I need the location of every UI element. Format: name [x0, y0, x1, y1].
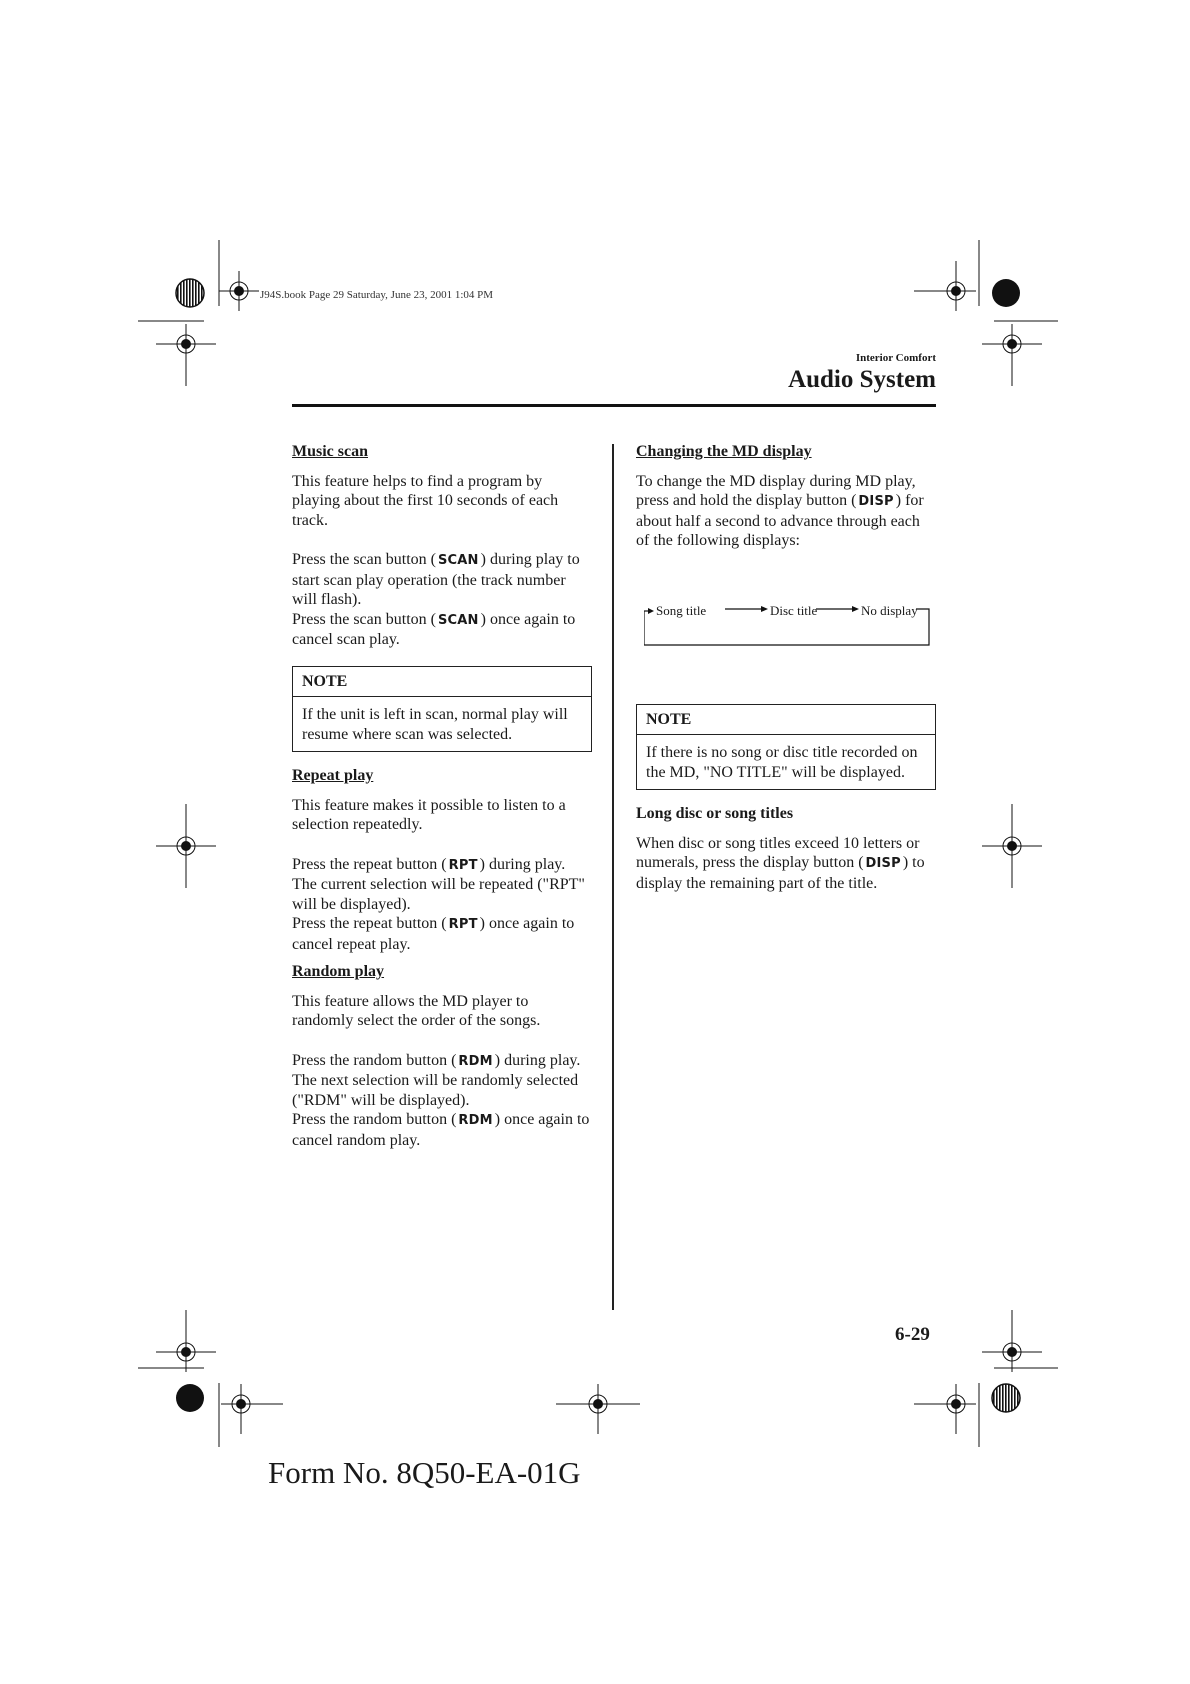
note-text: If there is no song or disc title recorded on the MD, "NO TITLE" will be displayed.: [646, 744, 918, 781]
registration-dot-bottom-right: [992, 1384, 1020, 1412]
random-play-heading: Random play: [292, 963, 385, 980]
section-label: Interior Comfort: [855, 352, 936, 364]
random-play-intro: This feature allows the MD player to randomly select the order of the songs.: [292, 992, 541, 1029]
md-display-heading: Changing the MD display: [636, 443, 812, 460]
repeat-play-cancel-instructions: Press the repeat button ( RPT ) once again to cancel repeat play.: [292, 915, 575, 953]
md-display-note: [636, 704, 936, 791]
repeat-play-heading: Repeat play: [292, 767, 374, 784]
note-title: NOTE: [637, 705, 935, 736]
registration-dot-bottom-left: [176, 1384, 204, 1412]
flow-item-no-display: No display: [861, 602, 918, 618]
music-scan-start-instructions: Press the scan button ( SCAN ) during play to start scan play operation (the track number will flash).: [292, 551, 580, 608]
flow-item-disc-title: Disc title: [770, 602, 818, 618]
display-cycle-diagram: [644, 601, 930, 646]
music-scan-intro: This feature helps to find a program by playing about the first 10 seconds of each track.: [292, 472, 559, 529]
book-info: J94S.book Page 29 Saturday, June 23, 2001 1:04 PM: [260, 289, 494, 301]
registration-dot-top-right: [992, 279, 1020, 307]
long-titles-heading: Long disc or song titles: [636, 805, 794, 822]
scan-button-label: SCAN: [437, 612, 479, 628]
disp-button-label: DISP: [865, 856, 901, 871]
rdm-button-label: RDM: [458, 1053, 493, 1069]
right-column: [636, 442, 936, 893]
header-rule: [292, 404, 936, 407]
md-display-instructions: To change the MD display during MD play, press and hold the display button ( DISP ) for about half a second to advance through each of the following displays:: [636, 472, 924, 549]
registration-dot-top-left: [176, 279, 204, 307]
note-text: If the unit is left in scan, normal play will resume where scan was selected.: [302, 706, 568, 743]
random-play-cancel-instructions: Press the random button ( RDM ) once again to cancel random play.: [292, 1111, 590, 1149]
flow-item-song-title: Song title: [656, 602, 707, 618]
random-play-start-instructions: Press the random button ( RDM ) during play. The next selection will be randomly selected ("RDM" will be displayed).: [292, 1051, 581, 1109]
column-divider: [612, 444, 614, 1310]
music-scan-cancel-instructions: Press the scan button ( SCAN ) once again to cancel scan play.: [292, 610, 576, 648]
rpt-button-label: RPT: [448, 857, 478, 873]
page-number: 6-29: [895, 1324, 930, 1345]
scan-button-label: SCAN: [437, 553, 479, 568]
music-scan-note: [292, 666, 592, 753]
disp-button-label: DISP: [858, 494, 894, 509]
long-titles-instructions: When disc or song titles exceed 10 letters or numerals, press the display button ( DISP ) to display the remaining part of the title.: [636, 834, 925, 892]
left-column: [292, 442, 592, 1150]
music-scan-heading: Music scan: [292, 443, 368, 460]
rpt-button-label: RPT: [448, 917, 478, 932]
repeat-play-intro: This feature makes it possible to listen to a selection repeatedly.: [292, 796, 566, 833]
repeat-play-start-instructions: Press the repeat button ( RPT ) during play. The current selection will be repeated ("RPT" will be displayed).: [292, 855, 585, 913]
page-title: Audio System: [788, 366, 936, 393]
rdm-button-label: RDM: [458, 1113, 493, 1128]
note-title: NOTE: [293, 667, 591, 698]
form-number: Form No. 8Q50-EA-01G: [268, 1455, 581, 1490]
